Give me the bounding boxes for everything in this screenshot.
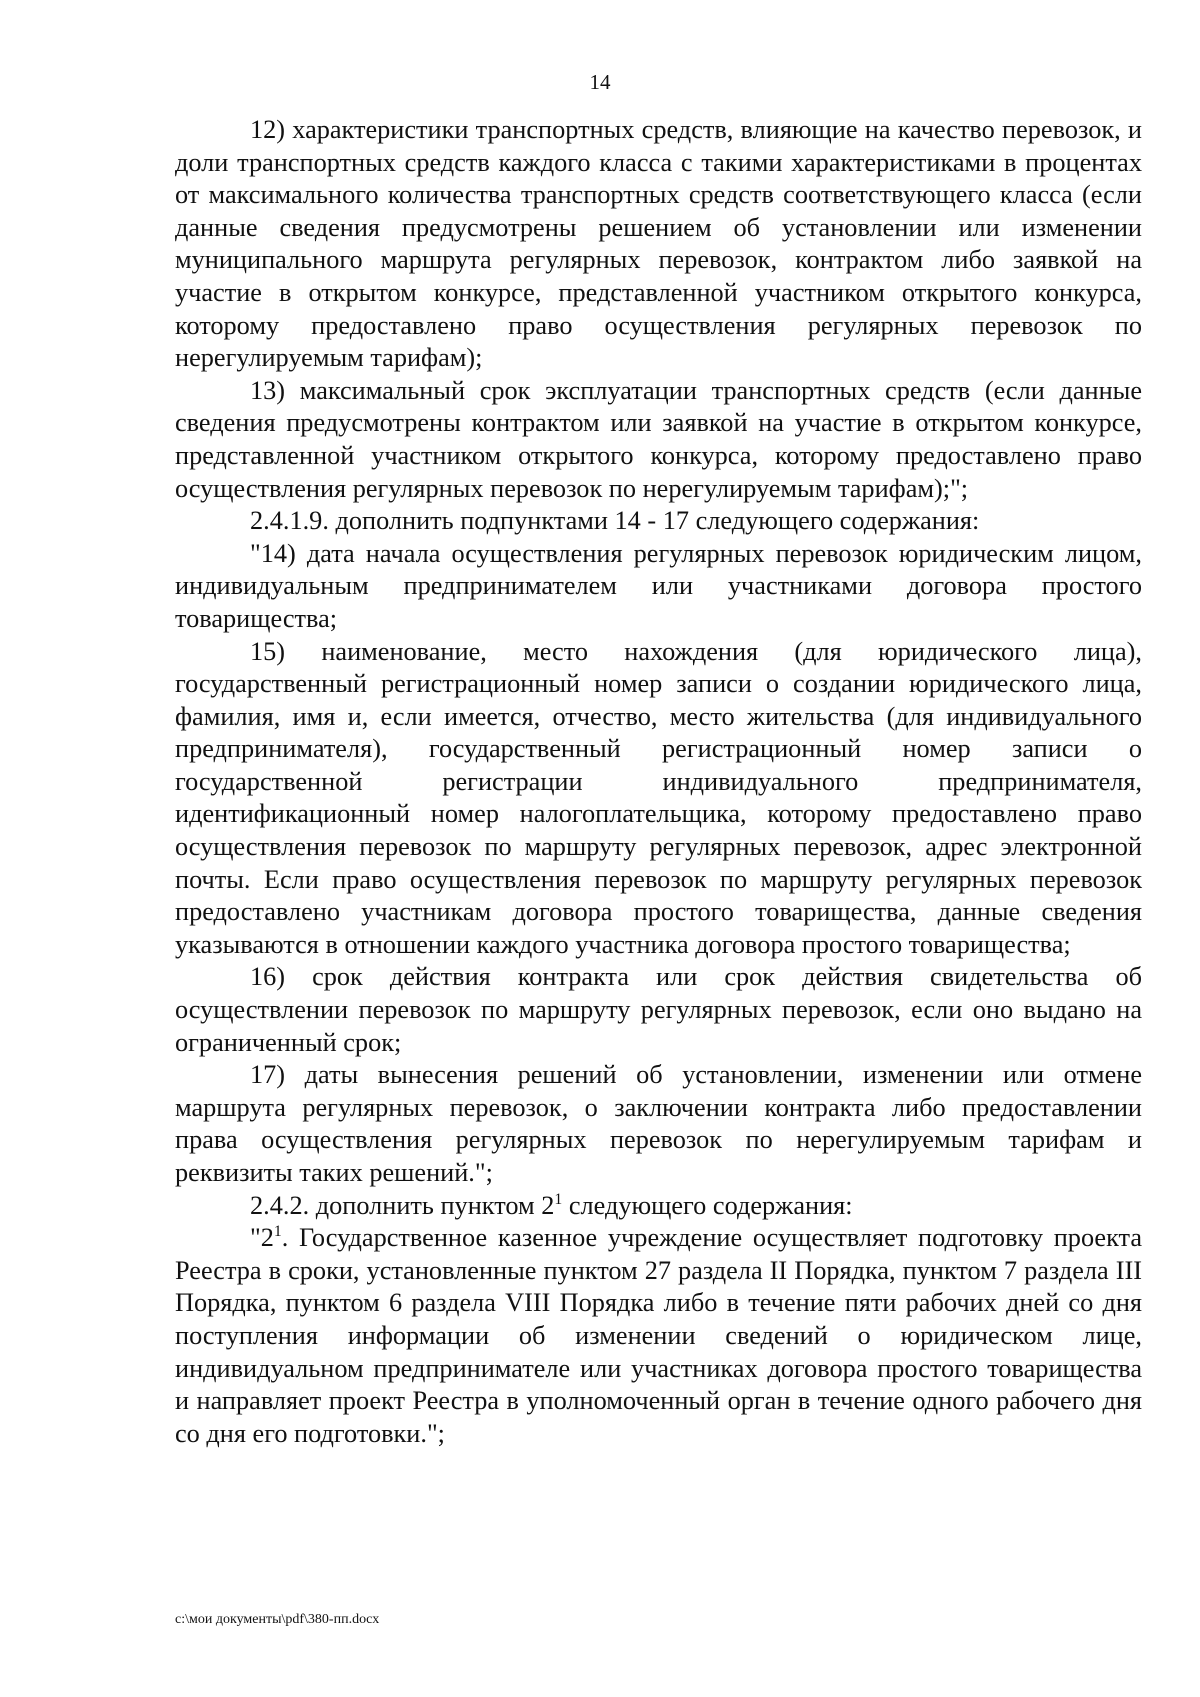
document-body [175, 114, 1142, 1450]
paragraph-point-2-1-lead: "2 [250, 1223, 274, 1253]
paragraph-2-4-2-tail: следующего содержания: [562, 1190, 853, 1220]
paragraph-item-12: 12) характеристики транспортных средств, влияющие на качество перевозок, и доли транспортных средств каждого класса с такими характеристиками в процентах от максимального количества транспортных средств соответствующего класса (если данные сведения предусмотрены решением об установлении или изменении муниципального маршрута регулярных перевозок, контрактом либо заявкой на участие в открытом конкурсе, представленной участником открытого конкурса, которому предоставлено право осуществления регулярных перевозок по нерегулируемым тарифам); [175, 115, 1142, 373]
superscript-one: 1 [554, 1190, 563, 1208]
paragraph-item-16: 16) срок действия контракта или срок действия свидетельства об осуществлении перевозок по маршруту регулярных перевозок, если оно выдано на ограниченный срок; [175, 962, 1142, 1057]
paragraph-point-2-1 [175, 1222, 1142, 1450]
paragraph-item-13: 13) максимальный срок эксплуатации транспортных средств (если данные сведения предусмотрены контрактом или заявкой на участие в открытом конкурсе, представленной участником открытого конкурса, которому предоставлено право осуществления регулярных перевозок по нерегулируемым тарифам);"; [175, 375, 1142, 503]
paragraph-item-14: "14) дата начала осуществления регулярных перевозок юридическим лицом, индивидуальным предпринимателем или участниками договора простого товарищества; [175, 538, 1142, 633]
paragraph-2-4-2-lead: 2.4.2. дополнить пунктом 2 [250, 1190, 555, 1220]
paragraph-2-4-2 [175, 1190, 1142, 1223]
paragraph-2-4-1-9: 2.4.1.9. дополнить подпунктами 14 - 17 следующего содержания: [250, 506, 980, 536]
superscript-one: 1 [273, 1223, 282, 1241]
page-number: 14 [589, 70, 611, 94]
footer-file-path: c:\мои документы\pdf\380-пп.docx [175, 1612, 380, 1627]
paragraph-item-15: 15) наименование, место нахождения (для юридического лица), государственный регистрационный номер записи о создании юридического лица, фамилия, имя и, если имеется, отчество, место жительства (для индивидуального предпринимателя), государственный регистрационный номер записи о государственной регистрации индивидуального предпринимателя, идентификационный номер налогоплательщика, которому предоставлено право осуществления перевозок по маршруту регулярных перевозок, адрес электронной почты. Если право осуществления перевозок по маршруту регулярных перевозок предоставлено участникам договора простого товарищества, данные сведения указываются в отношении каждого участника договора простого товарищества; [175, 636, 1142, 959]
paragraph-item-17: 17) даты вынесения решений об установлении, изменении или отмене маршрута регулярных перевозок, о заключении контракта либо предоставлении права осуществления регулярных перевозок по нерегулируемым тарифам и реквизиты таких решений."; [175, 1060, 1142, 1187]
paragraph-point-2-1-body: . Государственное казенное учреждение осуществляет подготовку проекта Реестра в сроки, установленные пунктом 27 раздела II Порядка, пунктом 7 раздела III Порядка, пунктом 6 раздела VIII Порядка либо в течение пяти рабочих дней со дня поступления информации об изменении сведений о юридическом лице, индивидуальном предпринимателе или участниках договора простого товарищества и направляет проект Реестра в уполномоченный орган в течение одного рабочего дня со дня его подготовки."; [175, 1223, 1142, 1448]
